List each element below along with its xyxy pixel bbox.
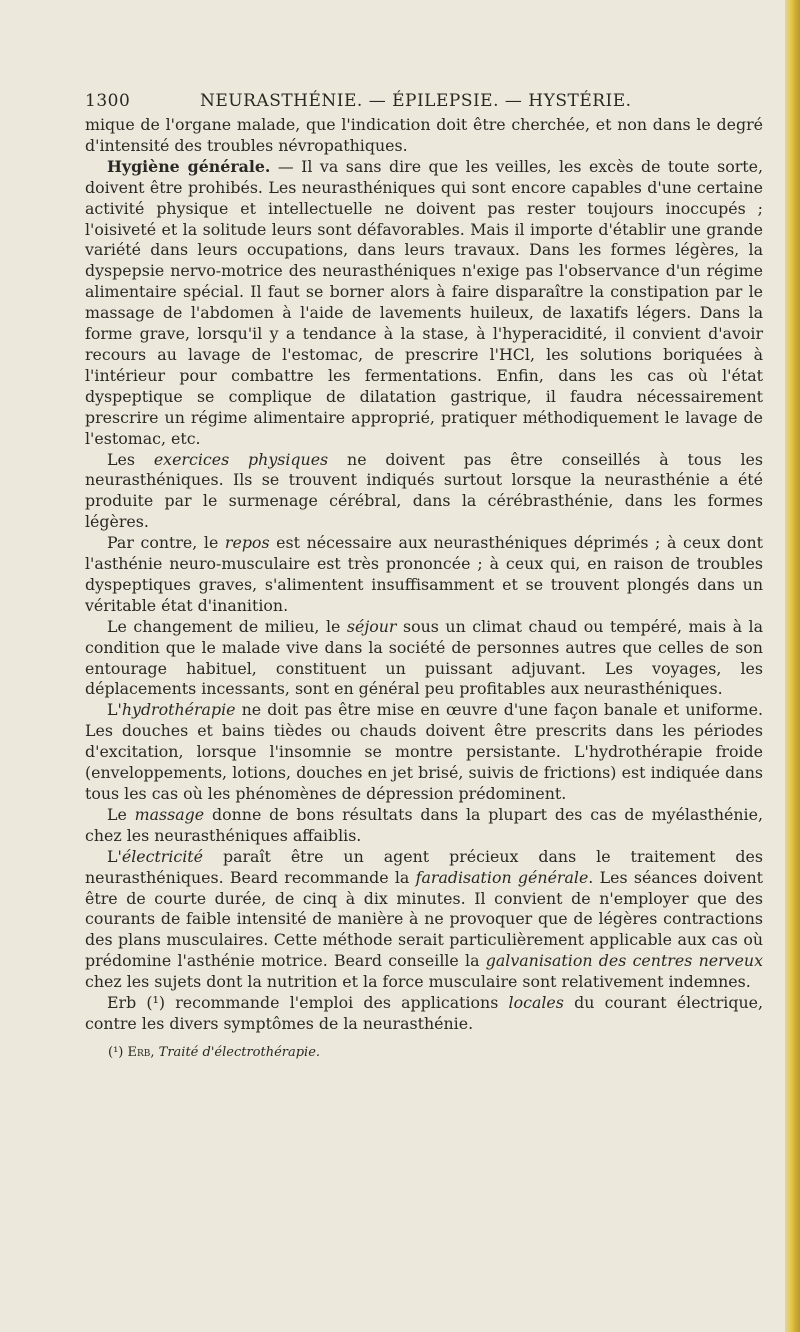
running-title: NEURASTHÉNIE. — ÉPILEPSIE. — HYSTÉRIE. [200, 91, 632, 111]
paragraph-hygiene: Hygiène générale. — Il va sans dire que les veilles, les excès de toute sorte, doivent être prohibés. Les neurasthéniques qui sont encore capables d'une certaine activité physique et intellectuelle ne doivent pas rester toujours inoccupés ; l'oisiveté et la solitude leurs sont défavorables. Mais il importe d'établir une grande variété dans leurs occupations, dans leurs travaux. Dans les formes légères, la dyspepsie nervo-motrice des neurasthéniques n'exige pas l'observance d'un régime alimentaire spécial. Il faut se borner alors à faire disparaître la constipation par le massage de l'abdomen à l'aide de lavements huileux, de laxatifs légers. Dans la forme grave, lorsqu'il y a tendance à la stase, à l'hyperacidité, il convient d'avoir recours au lavage de l'estomac, de prescrire l'HCl, les solutions boriquées à l'intérieur pour combattre les fermentations. Enfin, dans les cas où l'état dyspeptique se complique de dilatation gastrique, il faudra nécessairement prescrire un régime alimentaire approprié, pratiquer méthodiquement le lavage de l'estomac, etc. [85, 156, 763, 448]
paragraph-hydrotherapie: L'hydrothérapie ne doit pas être mise en œuvre d'une façon banale et uniforme. Les douches et bains tièdes ou chauds doivent être prescrits dans les périodes d'excitation, lorsque l'insomnie se montre persistante. L'hydrothérapie froide (enveloppements, lotions, douches en jet brisé, suivis de frictions) est indiquée dans tous les cas où les phénomènes de dépression prédominent. [85, 700, 763, 803]
paragraph-massage: Le massage donne de bons résultats dans la plupart des cas de myélasthénie, chez les neurasthéniques affaiblis. [85, 804, 763, 845]
paragraph-repos: Par contre, le repos est nécessaire aux neurasthéniques déprimés ; à ceux dont l'asthénie neuro-musculaire est très prononcée ; à ceux qui, en raison de troubles dyspeptiques graves, s'alimentent insuffisamment et se trouvent plongés dans un véritable état d'inanition. [85, 533, 764, 615]
paragraph-electricite: L'électricité paraît être un agent précieux dans le traitement des neurasthéniques. Beard recommande la faradisation générale. Les séances doivent être de courte durée, de cinq à dix minutes. Il convient de n'employer que des courants de faible intensité de manière à ne provoquer que de légères contractions des plans musculaires. Cette méthode serait particulièrement applicable aux cas où prédomine l'asthénie motrice. Beard conseille la galvanisation des centres nerveux chez les sujets dont la nutrition et la force musculaire sont relativement indemnes. [85, 846, 763, 992]
section-heading: Hygiène générale. [107, 156, 271, 176]
paragraph-erb: Erb (¹) recommande l'emploi des applications locales du courant électrique, contre les divers symptômes de la neurasthénie. [85, 993, 763, 1033]
footnote-author: Erb [127, 1045, 151, 1060]
paragraph-sejour: Le changement de milieu, le séjour sous un climat chaud ou tempéré, mais à la condition que le malade vive dans la société de personnes autres que celles de son entourage habituel, constituent un puissant adjuvant. Les voyages, les déplacements incessants, sont en général peu profitables aux neurasthéniques. [85, 616, 763, 699]
footnote: (¹) Erb, Traité d'électrothérapie. [108, 1045, 321, 1060]
footnote-title: Traité d'électrothérapie. [158, 1045, 321, 1060]
page-number: 1300 [85, 91, 131, 111]
page-edge [785, 0, 800, 1332]
body-text [85, 115, 763, 1035]
paragraph-exercices: Les exercices physiques ne doivent pas être conseillés à tous les neurasthéniques. Ils se trouvent indiqués surtout lorsque la neurasthénie a été produite par le surmenage cérébral, dans la cérébrasthénie, dans les formes légères. [85, 449, 764, 532]
running-header [85, 91, 760, 115]
paragraph-1: mique de l'organe malade, que l'indication doit être cherchée, et non dans le degré d'intensité des troubles névropathiques. [85, 115, 763, 155]
